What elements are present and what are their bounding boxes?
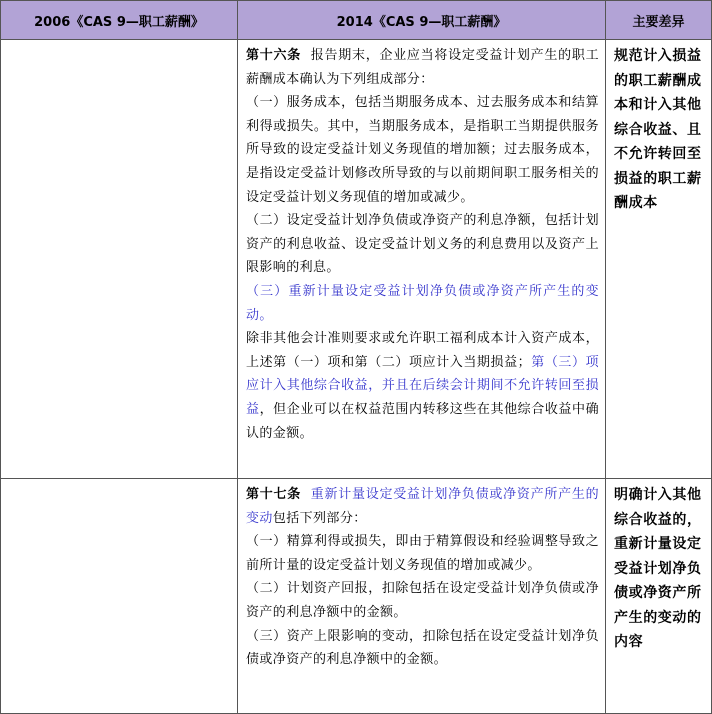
cell-2014-article17 (238, 479, 606, 714)
table-row (1, 479, 712, 714)
article16-number: 第十六条 (246, 48, 301, 63)
article17-item1: （一）精算利得或损失，即由于精算假设和经验调整导致之前所计量的设定受益计划义务现值的增加或减少。 (246, 534, 599, 573)
article16-conclusion (246, 327, 599, 445)
cell-difference-1: 规范计入损益的职工薪酬成本和计入其他综合收益、且不允许转回至损益的职工薪酬成本 (606, 40, 712, 479)
article17-number: 第十七条 (246, 487, 301, 502)
article16-conclusion-highlight: 第（三）项应计入其他综合收益，并且在后续会计期间不允许转回至损益 (246, 354, 599, 417)
cell-2014-article16 (238, 40, 606, 479)
header-2014: 2014《CAS 9—职工薪酬》 (238, 1, 606, 40)
header-differences: 主要差异 (606, 1, 712, 40)
header-2006: 2006《CAS 9—职工薪酬》 (1, 1, 238, 40)
article17-intro (246, 483, 599, 530)
article16-intro-text: 报告期末，企业应当将设定受益计划产生的职工薪酬成本确认为下列组成部分： (246, 48, 599, 87)
header-row (1, 1, 712, 40)
article17-intro-highlight: 重新计量设定受益计划净负债或净资产所产生的变动 (246, 487, 599, 526)
article16-conclusion-b: ，但企业可以在权益范围内转移这些在其他综合收益中确认的金额。 (246, 401, 599, 441)
cell-2006-article17 (1, 479, 238, 714)
article16-intro (246, 44, 599, 91)
article17-item2: （二）计划资产回报，扣除包括在设定受益计划净负债或净资产的利息净额中的金额。 (246, 581, 599, 620)
article17-item3: （三）资产上限影响的变动，扣除包括在设定受益计划净负债或净资产的利息净额中的金额。 (246, 628, 599, 668)
article16-item2: （二）设定受益计划净负债或净资产的利息净额，包括计划资产的利息收益、设定受益计划义务的利息费用以及资产上限影响的利息。 (246, 213, 599, 276)
article16-item3: （三）重新计量设定受益计划净负债或净资产所产生的变动。 (246, 283, 599, 323)
cell-difference-2: 明确计入其他综合收益的，重新计量设定受益计划净负债或净资产所产生的变动的内容 (606, 479, 712, 714)
article16-conclusion-a: 除非其他会计准则要求或允许职工福利成本计入资产成本，上述第（一）项和第（二）项应计入当期损益； (246, 331, 599, 370)
cell-2006-article16 (1, 40, 238, 479)
table-row (1, 40, 712, 479)
article16-item1: （一）服务成本，包括当期服务成本、过去服务成本和结算利得或损失。其中，当期服务成本，是指职工当期提供服务所导致的设定受益计划义务现值的增加额；过去服务成本，是指设定受益计划修改所导致的与以前期间职工服务相关的设定受益计划义务现值的增加或减少。 (246, 95, 599, 205)
article17-intro-text: 包括下列部分： (272, 510, 367, 526)
